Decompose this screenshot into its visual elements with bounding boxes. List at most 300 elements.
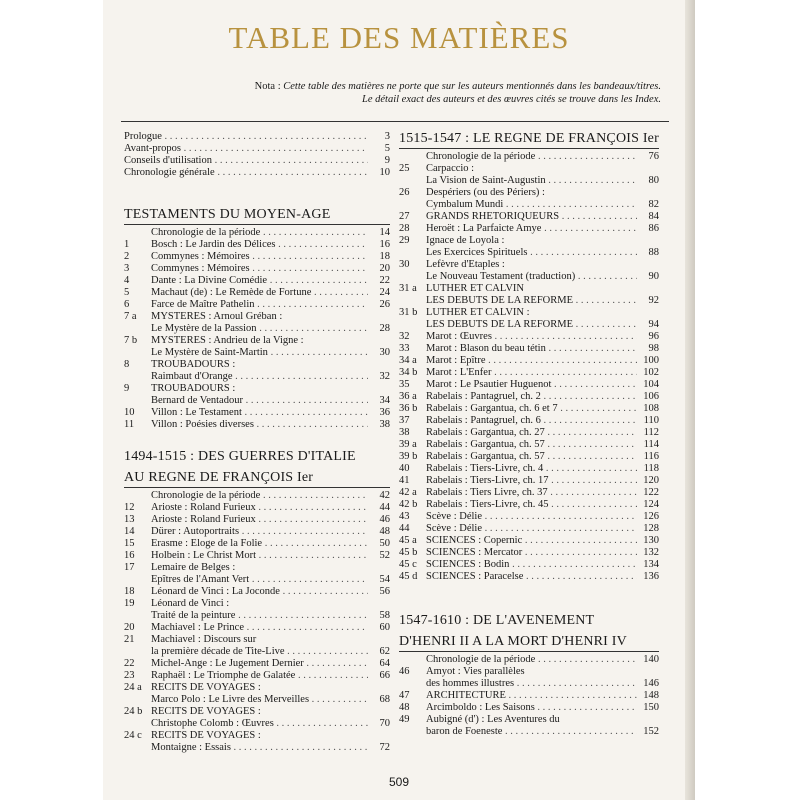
section-list-henri — [399, 654, 659, 738]
toc-entry — [399, 678, 659, 690]
entry-number: 45 d — [399, 571, 418, 582]
entry-page: 14 — [368, 227, 390, 239]
toc-entry — [124, 610, 390, 622]
entry-page: 24 — [368, 287, 390, 299]
entry-text: RECITS DE VOYAGES : — [151, 730, 261, 741]
entry-text: Commynes : Mémoires . . . — [151, 263, 368, 275]
entry-text: Chronologie générale . . . — [124, 167, 368, 179]
entry-text: Rabelais : Tiers-Livre, ch. 45 . . . — [426, 499, 637, 511]
entry-number: 49 — [399, 714, 410, 725]
entry-page: 56 — [368, 586, 390, 598]
book-page — [103, 0, 695, 800]
entry-page: 108 — [637, 403, 659, 415]
entry-text: Rabelais : Gargantua, ch. 27 . . . — [426, 427, 637, 439]
section-list-italie — [124, 490, 390, 754]
entry-page: 124 — [637, 499, 659, 511]
entry-page: 136 — [637, 571, 659, 583]
entry-page: 30 — [368, 347, 390, 359]
toc-entry — [124, 598, 390, 610]
entry-page: 88 — [637, 247, 659, 259]
entry-text: LUTHER ET CALVIN : — [426, 307, 530, 318]
toc-entry — [399, 523, 659, 535]
toc-entry — [399, 451, 659, 463]
entry-text: Despériers (ou des Périers) : — [426, 187, 545, 198]
entry-text: Ignace de Loyola : — [426, 235, 505, 246]
entry-page: 148 — [637, 690, 659, 702]
entry-number: 32 — [399, 331, 410, 342]
entry-text: Raimbaut d'Orange . . . — [151, 371, 368, 383]
toc-entry — [399, 319, 659, 331]
entry-text: LES DEBUTS DE LA REFORME . . . — [426, 295, 637, 307]
entry-page: 152 — [637, 726, 659, 738]
entry-text: MYSTERES : Arnoul Gréban : — [151, 311, 283, 322]
nota-note — [121, 80, 661, 106]
section-title-francois: 1515-1547 : LE REGNE DE FRANÇOIS Ier — [399, 131, 659, 149]
entry-page: 132 — [637, 547, 659, 559]
toc-entry — [399, 295, 659, 307]
entry-number: 17 — [124, 562, 135, 573]
entry-text: Amyot : Vies parallèles — [426, 666, 525, 677]
toc-entry — [124, 502, 390, 514]
entry-page: 34 — [368, 395, 390, 407]
nota-text-1: Cette table des matières ne porte que sur les auteurs mentionnés dans les bandeaux/titres. — [283, 81, 661, 92]
entry-page: 50 — [368, 538, 390, 550]
toc-entry — [124, 514, 390, 526]
entry-text: Rabelais : Tiers-Livre, ch. 4 . . . — [426, 463, 637, 475]
entry-page: 10 — [368, 167, 390, 179]
entry-text: Scève : Délie . . . — [426, 523, 637, 535]
entry-page: 42 — [368, 490, 390, 502]
entry-number: 48 — [399, 702, 410, 713]
toc-entry — [399, 415, 659, 427]
entry-number: 3 — [124, 263, 130, 274]
entry-page: 120 — [637, 475, 659, 487]
toc-entry — [124, 287, 390, 299]
entry-text: Avant-propos . . . — [124, 143, 368, 155]
entry-text: SCIENCES : Paracelse . . . — [426, 571, 637, 583]
entry-text: Arcimboldo : Les Saisons . . . — [426, 702, 637, 714]
entry-text: Chronologie de la période . . . — [151, 490, 368, 502]
entry-text: LES DEBUTS DE LA REFORME . . . — [426, 319, 637, 331]
entry-number: 37 — [399, 415, 410, 426]
toc-entry — [124, 550, 390, 562]
entry-number: 7 a — [124, 311, 137, 322]
entry-text: Machiavel : Le Prince . . . — [151, 622, 368, 634]
entry-number: 44 — [399, 523, 410, 534]
entry-page: 114 — [637, 439, 659, 451]
entry-page: 28 — [368, 323, 390, 335]
entry-number: 2 — [124, 251, 130, 262]
entry-text: Rabelais : Tiers Livre, ch. 37 . . . — [426, 487, 637, 499]
entry-page: 150 — [637, 702, 659, 714]
entry-page: 9 — [368, 155, 390, 167]
entry-page: 146 — [637, 678, 659, 690]
entry-text: Marot : Blason du beau tétin . . . — [426, 343, 637, 355]
toc-entry — [124, 694, 390, 706]
entry-page: 86 — [637, 223, 659, 235]
entry-page: 116 — [637, 451, 659, 463]
toc-entry — [399, 487, 659, 499]
toc-entry — [124, 275, 390, 287]
entry-number: 16 — [124, 550, 135, 561]
toc-entry — [399, 307, 659, 319]
entry-page: 134 — [637, 559, 659, 571]
toc-entry — [124, 263, 390, 275]
toc-entry — [124, 239, 390, 251]
entry-number: 25 — [399, 163, 410, 174]
entry-text: Michel-Ange : Le Jugement Dernier . . . — [151, 658, 368, 670]
toc-entry — [124, 742, 390, 754]
toc-entry — [399, 427, 659, 439]
section-title-moyen-age: TESTAMENTS DU MOYEN-AGE — [124, 207, 390, 225]
toc-entry — [399, 163, 659, 175]
entry-number: 14 — [124, 526, 135, 537]
entry-number: 36 a — [399, 391, 417, 402]
toc-entry — [399, 211, 659, 223]
entry-text: TROUBADOURS : — [151, 359, 236, 370]
nota-line-2: Le détail exact des auteurs et des œuvres cités se trouve dans les Index. — [362, 94, 661, 105]
entry-text: Villon : Poésies diverses . . . — [151, 419, 368, 431]
toc-entry — [124, 371, 390, 383]
entry-page: 70 — [368, 718, 390, 730]
entry-text: Holbein : Le Christ Mort . . . — [151, 550, 368, 562]
entry-number: 42 a — [399, 487, 417, 498]
toc-entry — [124, 538, 390, 550]
entry-number: 1 — [124, 239, 130, 250]
entry-page: 90 — [637, 271, 659, 283]
entry-number: 8 — [124, 359, 130, 370]
page-number: 509 — [388, 775, 410, 789]
entry-number: 9 — [124, 383, 130, 394]
entry-page: 96 — [637, 331, 659, 343]
toc-entry — [399, 379, 659, 391]
entry-text: TROUBADOURS : — [151, 383, 236, 394]
entry-text: Lefèvre d'Etaples : — [426, 259, 505, 270]
entry-number: 19 — [124, 598, 135, 609]
entry-page: 84 — [637, 211, 659, 223]
entry-text: Léonard de Vinci : La Joconde . . . — [151, 586, 368, 598]
toc-entry — [124, 323, 390, 335]
entry-number: 42 b — [399, 499, 418, 510]
toc-entry — [124, 167, 390, 179]
entry-number: 24 c — [124, 730, 142, 741]
entry-text: Chronologie de la période . . . — [151, 227, 368, 239]
toc-entry — [399, 151, 659, 163]
entry-text: SCIENCES : Copernic . . . — [426, 535, 637, 547]
entry-number: 30 — [399, 259, 410, 270]
entry-text: Scève : Délie . . . — [426, 511, 637, 523]
toc-entry — [124, 622, 390, 634]
entry-text: Chronologie de la période . . . — [426, 654, 637, 666]
section-title-henri-line2: D'HENRI II A LA MORT D'HENRI IV — [399, 634, 659, 652]
entry-page: 64 — [368, 658, 390, 670]
entry-page: 130 — [637, 535, 659, 547]
entry-page: 18 — [368, 251, 390, 263]
entry-text: Rabelais : Pantagruel, ch. 6 . . . — [426, 415, 637, 427]
toc-entry — [399, 367, 659, 379]
entry-text: Dürer : Autoportraits . . . — [151, 526, 368, 538]
toc-entry — [124, 586, 390, 598]
entry-page: 20 — [368, 263, 390, 275]
entry-text: Le Nouveau Testament (traduction) . . . — [426, 271, 637, 283]
section-list-francois — [399, 151, 659, 583]
entry-text: Epîtres de l'Amant Vert . . . — [151, 574, 368, 586]
entry-number: 45 b — [399, 547, 418, 558]
entry-text: RECITS DE VOYAGES : — [151, 682, 261, 693]
entry-text: Arioste : Roland Furieux . . . — [151, 502, 368, 514]
toc-entry — [399, 331, 659, 343]
entry-page: 82 — [637, 199, 659, 211]
toc-entry — [124, 383, 390, 395]
entry-number: 20 — [124, 622, 135, 633]
entry-text: Bernard de Ventadour . . . — [151, 395, 368, 407]
entry-text: Traité de la peinture . . . — [151, 610, 368, 622]
entry-page: 72 — [368, 742, 390, 754]
entry-text: Raphaël : Le Triomphe de Galatée . . . — [151, 670, 368, 682]
front-matter-list — [124, 131, 390, 179]
entry-number: 7 b — [124, 335, 138, 346]
entry-page: 32 — [368, 371, 390, 383]
toc-entry — [124, 670, 390, 682]
toc-entry — [399, 247, 659, 259]
toc-entry — [399, 702, 659, 714]
entry-text: Farce de Maître Pathelin . . . — [151, 299, 368, 311]
entry-page: 106 — [637, 391, 659, 403]
entry-text: Commynes : Mémoires . . . — [151, 251, 368, 263]
entry-number: 29 — [399, 235, 410, 246]
entry-page: 76 — [637, 151, 659, 163]
entry-text: des hommes illustres . . . — [426, 678, 637, 690]
entry-page: 48 — [368, 526, 390, 538]
entry-text: Marot : Œuvres . . . — [426, 331, 637, 343]
toc-entry — [399, 187, 659, 199]
toc-entry — [124, 682, 390, 694]
toc-entry — [399, 355, 659, 367]
entry-page: 62 — [368, 646, 390, 658]
entry-page: 3 — [368, 131, 390, 143]
entry-page: 52 — [368, 550, 390, 562]
toc-entry — [399, 714, 659, 726]
entry-text: Le Mystère de Saint-Martin . . . — [151, 347, 368, 359]
toc-entry — [124, 562, 390, 574]
entry-number: 45 a — [399, 535, 417, 546]
toc-entry — [124, 526, 390, 538]
entry-text: Villon : Le Testament . . . — [151, 407, 368, 419]
entry-number: 35 — [399, 379, 410, 390]
entry-text: Arioste : Roland Furieux . . . — [151, 514, 368, 526]
entry-text: Rabelais : Pantagruel, ch. 2 . . . — [426, 391, 637, 403]
entry-page: 60 — [368, 622, 390, 634]
toc-entry — [399, 391, 659, 403]
entry-text: Prologue . . . — [124, 131, 368, 143]
toc-entry — [124, 143, 390, 155]
toc-entry — [399, 343, 659, 355]
entry-number: 26 — [399, 187, 410, 198]
entry-page: 22 — [368, 275, 390, 287]
entry-number: 24 a — [124, 682, 142, 693]
entry-page: 46 — [368, 514, 390, 526]
entry-text: Rabelais : Gargantua, ch. 6 et 7 . . . — [426, 403, 637, 415]
entry-text: Marot : Le Psautier Huguenot . . . — [426, 379, 637, 391]
section-title-henri-line1: 1547-1610 : DE L'AVENEMENT — [399, 613, 595, 628]
entry-text: Rabelais : Tiers-Livre, ch. 17 . . . — [426, 475, 637, 487]
entry-number: 45 c — [399, 559, 417, 570]
page-edge — [685, 0, 695, 800]
entry-text: La Vision de Saint-Augustin . . . — [426, 175, 637, 187]
entry-text: Marco Polo : Le Livre des Merveilles . . . — [151, 694, 368, 706]
entry-page: 94 — [637, 319, 659, 331]
toc-entry — [399, 654, 659, 666]
toc-entry — [124, 407, 390, 419]
toc-entry — [124, 646, 390, 658]
entry-text: Rabelais : Gargantua, ch. 57 . . . — [426, 439, 637, 451]
entry-number: 24 b — [124, 706, 143, 717]
left-column — [124, 131, 390, 754]
entry-number: 6 — [124, 299, 130, 310]
toc-entry — [124, 359, 390, 371]
entry-page: 26 — [368, 299, 390, 311]
entry-text: Lemaire de Belges : — [151, 562, 236, 573]
entry-text: Machaut (de) : Le Remède de Fortune . . . — [151, 287, 368, 299]
entry-number: 39 a — [399, 439, 417, 450]
entry-text: baron de Foeneste . . . — [426, 726, 637, 738]
entry-page: 128 — [637, 523, 659, 535]
toc-entry — [399, 499, 659, 511]
toc-entry — [399, 259, 659, 271]
toc-entry — [124, 347, 390, 359]
toc-entry — [124, 395, 390, 407]
toc-entry — [399, 199, 659, 211]
right-column — [399, 131, 659, 738]
entry-number: 11 — [124, 419, 135, 430]
entry-number: 13 — [124, 514, 135, 525]
toc-entry — [399, 571, 659, 583]
entry-number: 4 — [124, 275, 130, 286]
toc-entry — [124, 419, 390, 431]
entry-text: la première décade de Tite-Live . . . — [151, 646, 368, 658]
toc-entry — [124, 335, 390, 347]
entry-number: 43 — [399, 511, 410, 522]
toc-entry — [399, 726, 659, 738]
entry-number: 47 — [399, 690, 410, 701]
entry-number: 12 — [124, 502, 135, 513]
toc-entry — [399, 271, 659, 283]
section-list-moyen-age — [124, 227, 390, 431]
entry-number: 31 a — [399, 283, 417, 294]
entry-page: 110 — [637, 415, 659, 427]
toc-entry — [399, 175, 659, 187]
entry-page: 122 — [637, 487, 659, 499]
entry-text: Rabelais : Gargantua, ch. 57 . . . — [426, 451, 637, 463]
entry-number: 5 — [124, 287, 130, 298]
toc-entry — [124, 227, 390, 239]
header-rule — [121, 121, 669, 122]
nota-line-1 — [121, 80, 661, 93]
entry-number: 33 — [399, 343, 410, 354]
entry-page: 58 — [368, 610, 390, 622]
entry-text: MYSTERES : Andrieu de la Vigne : — [151, 335, 304, 346]
entry-number: 22 — [124, 658, 135, 669]
entry-page: 98 — [637, 343, 659, 355]
page-title: TABLE DES MATIÈRES — [228, 20, 570, 55]
entry-page: 100 — [637, 355, 659, 367]
entry-page: 44 — [368, 502, 390, 514]
entry-number: 15 — [124, 538, 135, 549]
entry-text: GRANDS RHETORIQUEURS . . . — [426, 211, 637, 223]
toc-entry — [399, 559, 659, 571]
toc-entry — [124, 311, 390, 323]
entry-number: 31 b — [399, 307, 418, 318]
toc-entry — [124, 658, 390, 670]
entry-number: 34 b — [399, 367, 418, 378]
entry-page: 66 — [368, 670, 390, 682]
toc-entry — [124, 718, 390, 730]
toc-entry — [124, 251, 390, 263]
entry-number: 23 — [124, 670, 135, 681]
toc-entry — [124, 634, 390, 646]
entry-number: 41 — [399, 475, 410, 486]
entry-page: 16 — [368, 239, 390, 251]
entry-text: SCIENCES : Mercator . . . — [426, 547, 637, 559]
entry-text: SCIENCES : Bodin . . . — [426, 559, 637, 571]
toc-entry — [399, 511, 659, 523]
entry-page: 92 — [637, 295, 659, 307]
entry-text: Montaigne : Essais . . . — [151, 742, 368, 754]
toc-entry — [124, 155, 390, 167]
entry-page: 68 — [368, 694, 390, 706]
entry-text: Machiavel : Discours sur — [151, 634, 257, 645]
toc-entry — [124, 706, 390, 718]
entry-text: ARCHITECTURE . . . — [426, 690, 637, 702]
entry-number: 39 b — [399, 451, 418, 462]
entry-number: 46 — [399, 666, 410, 677]
toc-entry — [399, 547, 659, 559]
entry-number: 40 — [399, 463, 410, 474]
entry-number: 27 — [399, 211, 410, 222]
entry-page: 140 — [637, 654, 659, 666]
toc-entry — [399, 666, 659, 678]
entry-text: Heroët : La Parfaicte Amye . . . — [426, 223, 637, 235]
entry-page: 118 — [637, 463, 659, 475]
toc-entry — [399, 439, 659, 451]
toc-entry — [124, 730, 390, 742]
entry-text: Marot : Epître . . . — [426, 355, 637, 367]
entry-page: 54 — [368, 574, 390, 586]
toc-entry — [399, 475, 659, 487]
entry-number: 38 — [399, 427, 410, 438]
entry-text: Aubigné (d') : Les Aventures du — [426, 714, 560, 725]
toc-entry — [399, 463, 659, 475]
toc-entry — [124, 131, 390, 143]
entry-text: Cymbalum Mundi . . . — [426, 199, 637, 211]
entry-page: 102 — [637, 367, 659, 379]
toc-entry — [399, 403, 659, 415]
entry-page: 38 — [368, 419, 390, 431]
entry-page: 80 — [637, 175, 659, 187]
entry-number: 10 — [124, 407, 135, 418]
entry-text: LUTHER ET CALVIN — [426, 283, 524, 294]
entry-text: Dante : La Divine Comédie . . . — [151, 275, 368, 287]
entry-text: Léonard de Vinci : — [151, 598, 230, 609]
entry-text: RECITS DE VOYAGES : — [151, 706, 261, 717]
entry-text: Christophe Colomb : Œuvres . . . — [151, 718, 368, 730]
entry-text: Erasme : Eloge de la Folie . . . — [151, 538, 368, 550]
entry-number: 36 b — [399, 403, 418, 414]
toc-entry — [399, 283, 659, 295]
toc-entry — [124, 574, 390, 586]
section-title-italie-line2: AU REGNE DE FRANÇOIS Ier — [124, 470, 390, 488]
toc-entry — [124, 490, 390, 502]
